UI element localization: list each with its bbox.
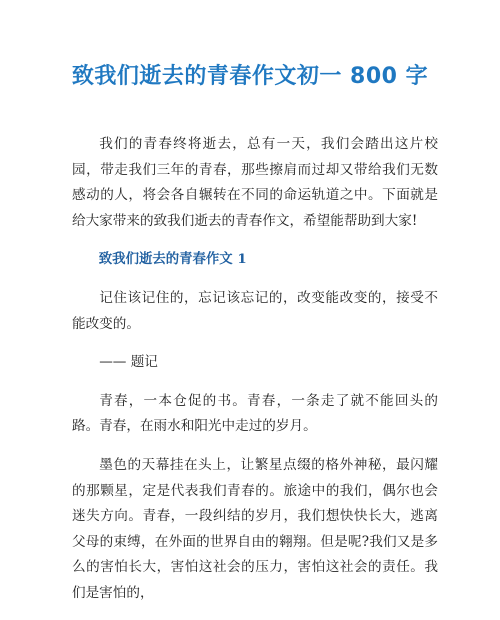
section-heading: 致我们逝去的青春作文 1 [98, 251, 247, 268]
intro-paragraph: 我们的青春终将逝去，总有一天，我们会踏出这片校园，带走我们三年的青春，那些擦肩而过却又带给我们无数感动的人，将会各自辗转在不同的命运轨道之中。下面就是给大家带来的致我们逝去的青春作文，希望能帮助到大家! [72, 136, 438, 229]
epigraph-label: —— 题记 [99, 354, 158, 371]
document-body [72, 132, 438, 620]
body-paragraph: 记住该记住的，忘记该忘记的，改变能改变的，接受不能改变的。 [72, 289, 438, 332]
document-title: 致我们逝去的青春作文初一 800 字 [71, 64, 429, 89]
body-paragraph: 墨色的天幕挂在头上，让繁星点缀的格外神秘，最闪耀的那颗星，定是代表我们青春的。旅途中的我们，偶尔也会迷失方向。青春，一段纠结的岁月，我们想快快长大，逃离父母的束缚，在外面的世界自由的翱翔。但是呢?我们又是多么的害怕长大，害怕这社会的压力，害怕这社会的责任。我们是害怕的， [72, 456, 438, 601]
body-paragraph: 青春，一本仓促的书。青春，一条走了就不能回头的路。青春，在雨水和阳光中走过的岁月。 [72, 392, 438, 435]
